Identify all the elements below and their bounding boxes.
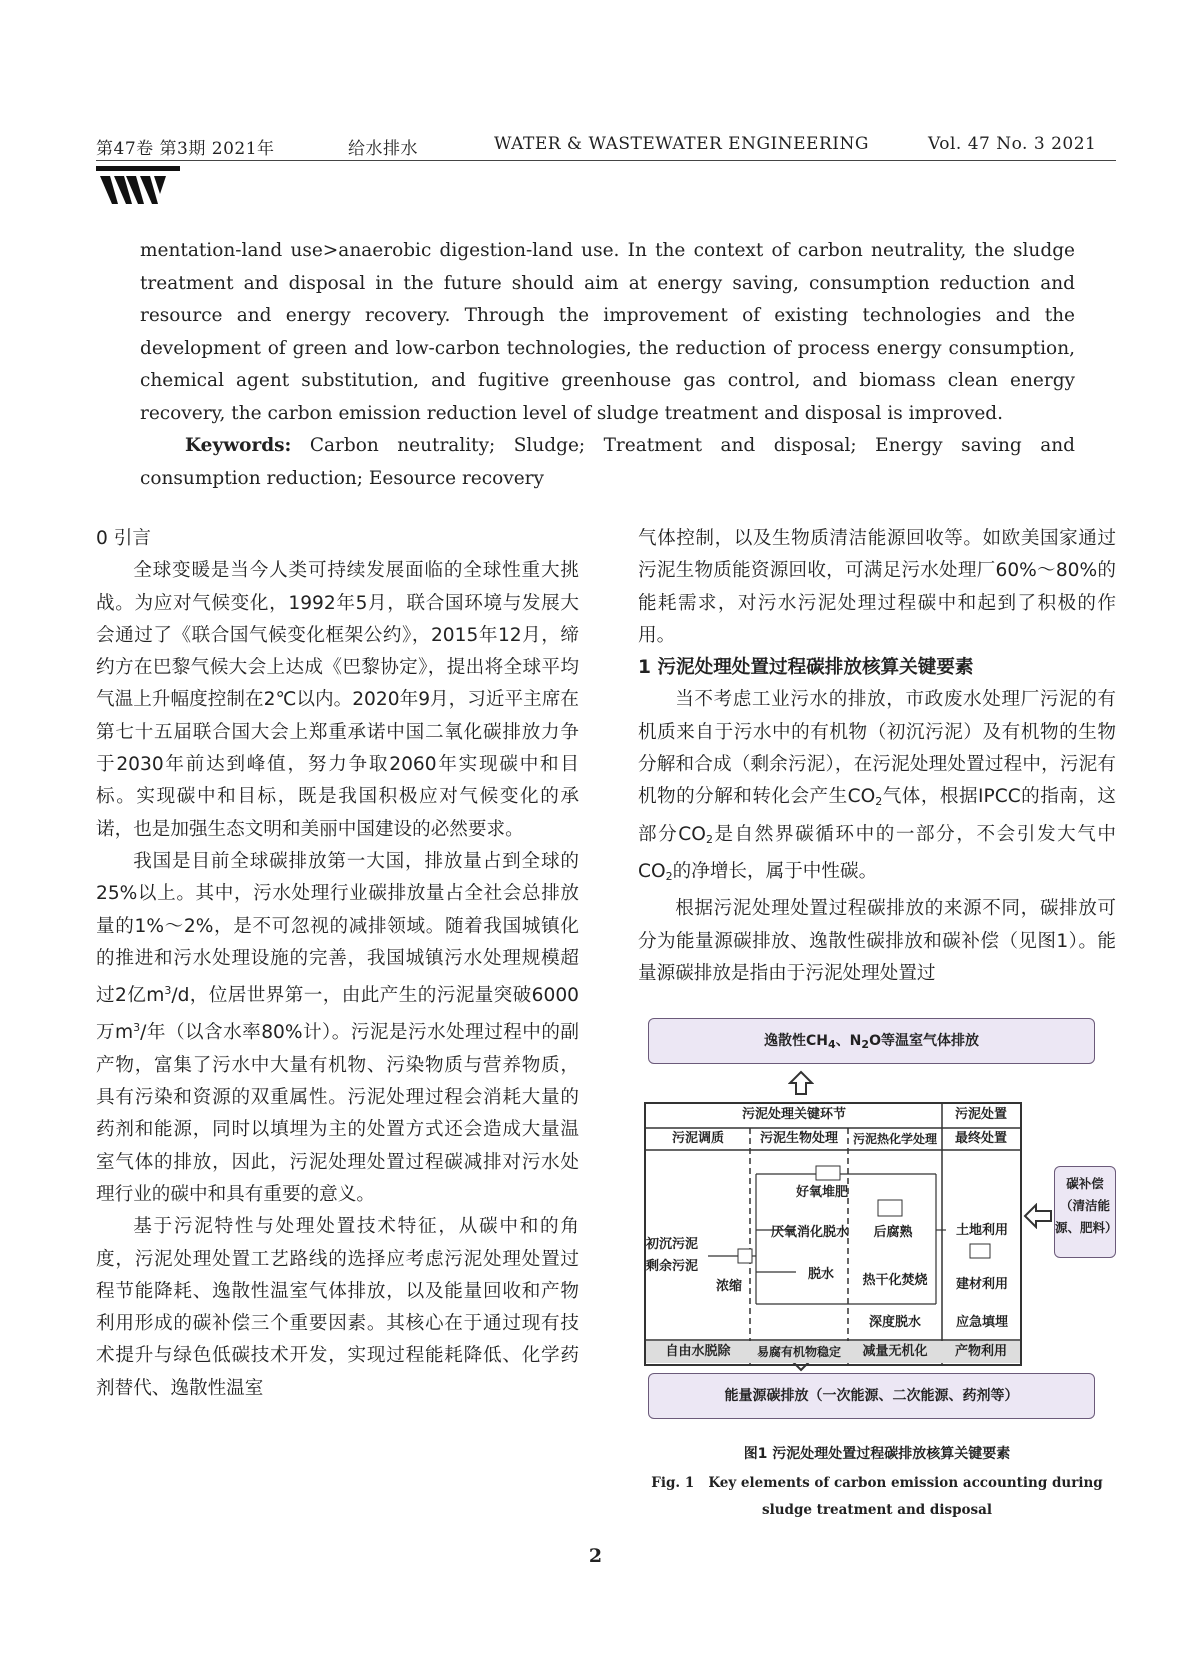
thermal-drying-incineration: 热干化焚烧 bbox=[862, 1273, 928, 1288]
keywords bbox=[140, 430, 1075, 495]
arrow-left-icon bbox=[1023, 1203, 1053, 1229]
left-column bbox=[96, 523, 579, 1405]
superscript: 3 bbox=[164, 984, 172, 998]
aerobic-composting: 好氧堆肥 bbox=[795, 1185, 848, 1200]
footer-product-use: 产物利用 bbox=[942, 1341, 1020, 1363]
footer-reduction: 减量无机化 bbox=[848, 1341, 942, 1363]
journal-name-en: WATER & WASTEWATER ENGINEERING bbox=[494, 134, 869, 154]
energy-source-emission-box: 能量源碳排放（一次能源、二次能源、药剂等） bbox=[648, 1373, 1095, 1419]
deep-dewatering: 深度脱水 bbox=[868, 1315, 921, 1330]
subscript: 2 bbox=[875, 795, 883, 809]
footer-stabilization: 易腐有机物稳定 bbox=[750, 1341, 848, 1363]
journal-name-cn: 给水排水 bbox=[348, 139, 418, 159]
fugitive-emission-box bbox=[648, 1018, 1095, 1064]
subscript: 4 bbox=[828, 1038, 836, 1051]
text-run: 是自然界碳循环中的一部分，不会引发大气中CO bbox=[638, 823, 1116, 882]
intro-paragraph-2 bbox=[96, 846, 579, 1211]
section-heading-introduction: 0 引言 bbox=[96, 528, 151, 549]
journal-logo-icon bbox=[96, 164, 180, 208]
dewatering: 脱水 bbox=[807, 1267, 834, 1282]
col-final-disposal: 最终处置 bbox=[954, 1131, 1007, 1146]
input-excess-sludge: 剩余污泥 bbox=[646, 1259, 699, 1274]
anaerobic-digestion: 厌氧消化脱水 bbox=[770, 1225, 849, 1240]
carbon-offset-title: 碳补偿 bbox=[1066, 1176, 1104, 1191]
thickening: 浓缩 bbox=[715, 1279, 742, 1294]
intro-paragraph-1: 全球变暖是当今人类可持续发展面临的全球性重大挑战。为应对气候变化，1992年5月，联合国环境与发展大会通过了《联合国气候变化框架公约》，2015年12月，缔约方在巴黎气候大会上达成《巴黎协定》，提出将全球平均气温上升幅度控制在2℃以内。2020年9月，习近平主席在第七十五届联合国大会上郑重承诺中国二氧化碳排放力争于2030年前达到峰值，努力争取2060年实现碳中和目标。实现碳中和目标，既是我国积极应对气候变化的承诺，也是加强生态文明和美丽中国建设的必然要求。 bbox=[96, 560, 579, 840]
text-run: 、N bbox=[835, 1033, 862, 1049]
process-grid bbox=[644, 1102, 1022, 1366]
abstract bbox=[140, 235, 1075, 495]
subscript: 2 bbox=[705, 832, 713, 846]
volume-info: Vol. 47 No. 3 2021 bbox=[928, 134, 1097, 154]
page-number: 2 bbox=[588, 1545, 603, 1567]
carbon-offset-line-2: （清洁能 bbox=[1059, 1198, 1110, 1213]
figure-title-en: Key elements of carbon emission accounting during sludge treatment and disposal bbox=[708, 1475, 1103, 1518]
arrow-up-icon bbox=[788, 1070, 814, 1096]
text-run: /年（以含水率80%计）。污泥是污水处理过程中的副产物，富集了污水中大量有机物、污染物质与营养物质，具有污染和资源的双重属性。污泥处理过程会消耗大量的药剂和能源，同时以填埋为主的处置方式还会造成大量温室气体的排放，因此，污泥处理处置过程碳减排对污水处理行业的碳中和具有重要的意义。 bbox=[96, 1022, 579, 1205]
figure-caption-en bbox=[638, 1470, 1116, 1524]
section-heading-1 bbox=[638, 652, 1116, 684]
col-conditioning: 污泥调质 bbox=[671, 1131, 724, 1146]
text-run: O等温室气体排放 bbox=[869, 1033, 979, 1049]
text-run: /d，位居世界第一，由此产生的污泥量突破6000万m bbox=[96, 985, 579, 1044]
section1-paragraph-2: 根据污泥处理处置过程碳排放的来源不同，碳排放可分为能量源碳排放、逸散性碳排放和碳补偿（见图1）。能量源碳排放是指由于污泥处理处置过 bbox=[638, 898, 1116, 984]
figure-label-en: Fig. 1 bbox=[651, 1475, 695, 1491]
text-run: 气体，根据IPCC的指南，这部分CO bbox=[638, 786, 1116, 845]
issue-info: 第47卷 第3期 2021年 bbox=[96, 139, 275, 159]
land-use: 土地利用 bbox=[955, 1223, 1008, 1238]
continued-paragraph: 气体控制，以及生物质清洁能源回收等。如欧美国家通过污泥生物质能资源回收，可满足污水处理厂60%～80%的能耗需求，对污水污泥处理过程碳中和起到了积极的作用。 bbox=[638, 528, 1116, 646]
heading-text: 1 污泥处理处置过程碳排放核算关键要素 bbox=[638, 657, 974, 679]
intro-paragraph-3: 基于污泥特性与处理处置技术特征，从碳中和的角度，污泥处理处置工艺路线的选择应考虑污泥处理处置过程节能降耗、逸散性温室气体排放，以及能量回收和产物利用形成的碳补偿三个重要因素。其核心在于通过现有技术提升与绿色低碳技术开发，实现过程能耗降低、化学药剂替代、逸散性温室 bbox=[96, 1216, 579, 1399]
figure-1 bbox=[638, 1018, 1116, 1420]
header-rule bbox=[96, 160, 1116, 161]
col-biological: 污泥生物处理 bbox=[759, 1131, 838, 1146]
col-thermochemical: 污泥热化学处理 bbox=[852, 1132, 937, 1146]
abstract-text: mentation-land use>anaerobic digestion-land use. In the context of carbon neutrality, the sludge treatment and disposal in the future should aim at energy saving, consumption reduction and resource and energy recovery. Through the improvement of existing technologies and the development of green and low-carbon technologies, the reduction of process energy consumption, chemical agent substitution, and fugitive greenhouse gas control, and biomass clean energy recovery, the carbon emission reduction level of sludge treatment and disposal is improved. bbox=[140, 240, 1075, 424]
section1-paragraph-1 bbox=[638, 684, 1116, 893]
grid-header-key-steps: 污泥处理关键环节 bbox=[741, 1107, 846, 1122]
text-run: 的净增长，属于中性碳。 bbox=[672, 860, 878, 882]
carbon-offset-line-3: 源、肥料） bbox=[1055, 1220, 1118, 1235]
subscript: 2 bbox=[665, 869, 673, 883]
post-maturation: 后腐熟 bbox=[873, 1225, 913, 1240]
grid-header-disposal: 污泥处置 bbox=[954, 1107, 1007, 1122]
subscript: 2 bbox=[861, 1038, 870, 1051]
figure-caption-cn: 图1 污泥处理处置过程碳排放核算关键要素 bbox=[743, 1446, 1011, 1462]
keywords-label: Keywords: bbox=[185, 435, 292, 456]
right-column bbox=[638, 523, 1116, 990]
text-run: 当不考虑工业污水的排放，市政废水处理厂污泥的有机质来自于污水中的有机物（初沉污泥）及有机物的生物分解和合成（剩余污泥），在污泥处理处置过程中，污泥有机物的分解和转化会产生CO bbox=[638, 689, 1116, 808]
input-primary-sludge: 初沉污泥 bbox=[646, 1237, 699, 1252]
text-run: 逸散性CH bbox=[764, 1033, 829, 1049]
text-run: 我国是目前全球碳排放第一大国，排放量占到全球的25%以上。其中，污水处理行业碳排放量占全社会总排放量的1%～2%，是不可忽视的减排领域。随着我国城镇化的推进和污水处理设施的完善，我国城镇污水处理规模超过2亿m bbox=[96, 850, 579, 1007]
superscript: 3 bbox=[133, 1021, 141, 1035]
carbon-offset-box bbox=[1054, 1166, 1116, 1258]
footer-free-water-removal: 自由水脱除 bbox=[646, 1341, 750, 1363]
building-materials-use: 建材利用 bbox=[955, 1277, 1008, 1292]
emergency-landfill: 应急填埋 bbox=[955, 1315, 1008, 1330]
keywords-text: Carbon neutrality; Sludge; Treatment and disposal; Energy saving and consumption reduction; Eesource recovery bbox=[140, 435, 1075, 489]
